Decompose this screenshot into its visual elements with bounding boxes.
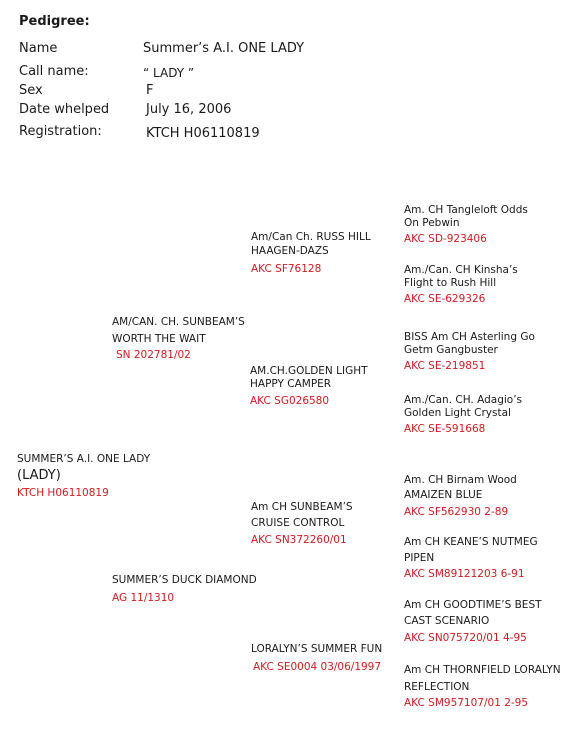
grandparent-name-line1: AM.CH.GOLDEN LIGHT — [250, 365, 368, 377]
gg-name-line1: BISS Am CH Asterling Go — [404, 331, 535, 343]
sire-name-line1: AM/CAN. CH. SUNBEAM’S — [112, 316, 245, 328]
subject-call-name: (LADY) — [17, 468, 61, 483]
gg-registration: AKC SE-591668 — [404, 423, 486, 435]
gg-registration: AKC SM957107/01 2-95 — [404, 697, 529, 709]
gg-name-line1: Am CH GOODTIME’S BEST — [404, 599, 542, 611]
grandparent-registration: AKC SF76128 — [251, 263, 322, 275]
sire-registration: SN 202781/02 — [116, 349, 191, 361]
gg-name-line1: Am CH KEANE’S NUTMEG — [404, 536, 538, 548]
grandparent-registration: AKC SN372260/01 — [251, 534, 347, 546]
registration-label: Registration: — [19, 124, 102, 139]
gg-name-line2: PIPEN — [404, 552, 435, 564]
gg-name-line1: Am CH THORNFIELD LORALYN — [404, 664, 561, 676]
gg-name-line2: Flight to Rush Hill — [404, 277, 497, 289]
gg-registration: AKC SE-219851 — [404, 360, 486, 372]
registration-value: KTCH H06110819 — [146, 126, 260, 141]
gg-registration: AKC SE-629326 — [404, 293, 486, 305]
page-title: Pedigree: — [19, 14, 90, 29]
call-name-label: Call name: — [19, 64, 89, 79]
gg-name-line1: Am. CH Tangleloft Odds — [404, 204, 528, 216]
name-label: Name — [19, 41, 58, 56]
gg-registration: AKC SM89121203 6-91 — [404, 568, 525, 580]
gg-name-line1: Am./Can. CH. Adagio’s — [404, 394, 523, 406]
grandparent-name-line1: Am CH SUNBEAM’S — [251, 501, 353, 513]
grandparent-name-line2: HAAGEN-DAZS — [251, 245, 329, 257]
gg-name-line1: Am. CH Birnam Wood — [404, 474, 517, 486]
grandparent-registration: AKC SG026580 — [250, 395, 330, 407]
grandparent-name-line1: LORALYN’S SUMMER FUN — [251, 643, 383, 655]
gg-registration: AKC SN075720/01 4-95 — [404, 632, 527, 644]
gg-name-line2: On Pebwin — [404, 217, 460, 229]
sex-label: Sex — [19, 83, 43, 98]
dam-registration: AG 11/1310 — [112, 592, 175, 604]
date-whelped-label: Date whelped — [19, 102, 110, 117]
date-whelped-value: July 16, 2006 — [146, 102, 232, 117]
subject-name: SUMMER’S A.I. ONE LADY — [17, 453, 151, 465]
grandparent-registration: AKC SE0004 03/06/1997 — [253, 661, 382, 673]
gg-name-line2: AMAIZEN BLUE — [404, 489, 483, 501]
gg-name-line1: Am./Can. CH Kinsha’s — [404, 264, 518, 276]
gg-name-line2: REFLECTION — [404, 681, 470, 693]
grandparent-name-line1: Am/Can Ch. RUSS HILL — [251, 231, 371, 243]
gg-registration: AKC SF562930 2-89 — [404, 506, 509, 518]
grandparent-name-line2: CRUISE CONTROL — [251, 517, 345, 529]
sire-name-line2: WORTH THE WAIT — [112, 333, 206, 345]
gg-name-line2: CAST SCENARIO — [404, 615, 490, 627]
name-value: Summer’s A.I. ONE LADY — [143, 41, 305, 56]
grandparent-name-line2: HAPPY CAMPER — [250, 378, 332, 390]
gg-name-line2: Getm Gangbuster — [404, 344, 498, 356]
dam-name-line1: SUMMER’S DUCK DIAMOND — [112, 574, 257, 586]
gg-registration: AKC SD-923406 — [404, 233, 487, 245]
sex-value: F — [146, 83, 154, 98]
gg-name-line2: Golden Light Crystal — [404, 407, 511, 419]
call-name-value: “ LADY ” — [143, 66, 195, 80]
subject-registration: KTCH H06110819 — [17, 487, 109, 499]
